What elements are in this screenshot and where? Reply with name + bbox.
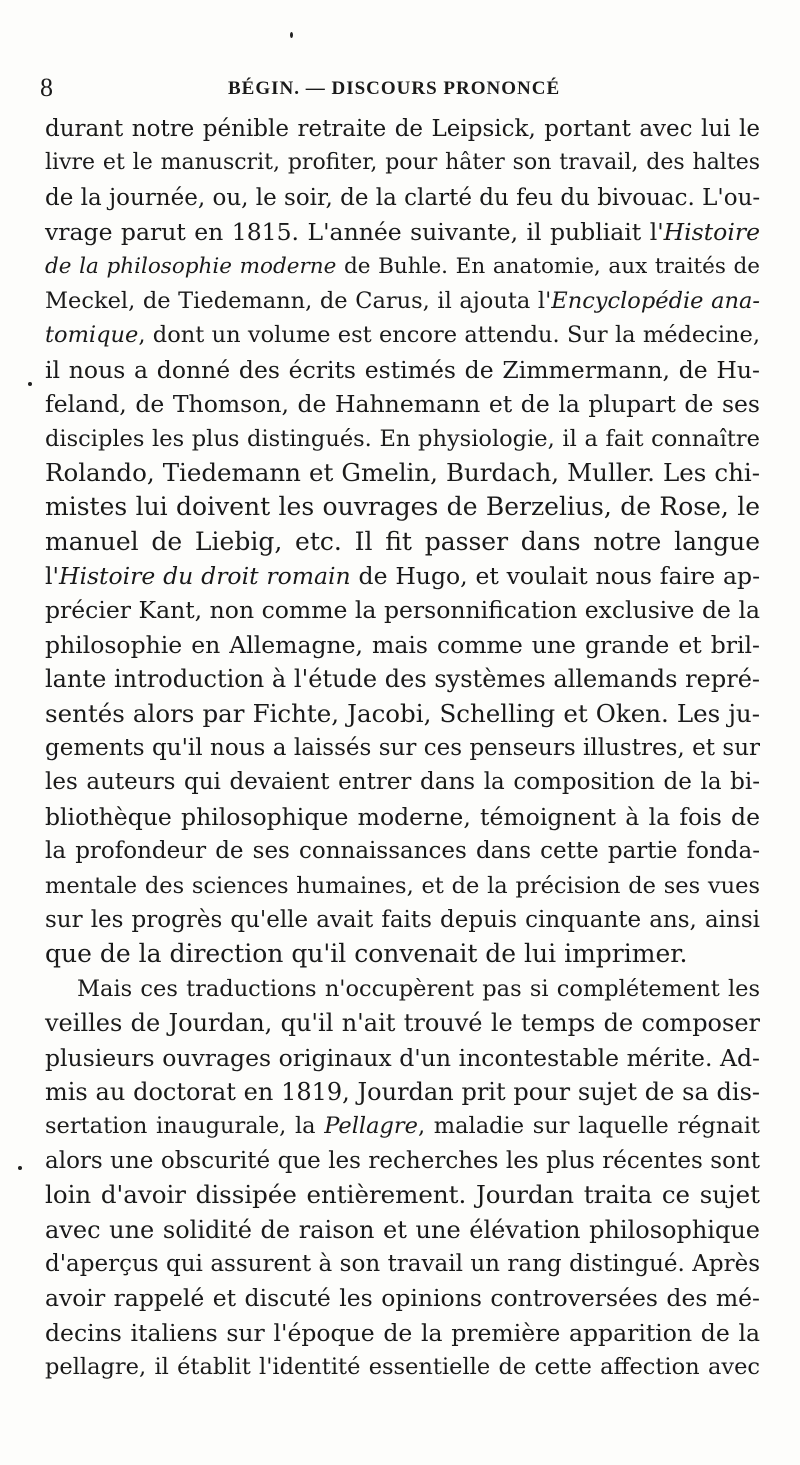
margin-speck	[28, 382, 32, 386]
text-line: mistes lui doivent les ouvrages de Berzelius, de Rose, le	[45, 492, 760, 522]
text-line: sentés alors par Fichte, Jacobi, Schelling et Oken. Les ju-	[45, 698, 760, 728]
text-line: philosophie en Allemagne, mais comme une grande et bril-	[45, 630, 760, 659]
italic-title: Histoire du droit romain	[58, 562, 351, 591]
text-line: mentale des sciences humaines, et de la précision de ses vues	[45, 872, 760, 899]
text-line: il nous a donné des écrits estimés de Zimmermann, de Hu-	[45, 355, 760, 384]
text-line: pellagre, il établit l'identité essentielle de cette affection avec	[45, 1354, 760, 1381]
running-head: BÉGIN. — DISCOURS PRONONCÉ	[228, 78, 561, 99]
margin-speck	[18, 1166, 22, 1170]
text-line: feland, de Thomson, de Hahnemann et de la plupart de ses	[45, 390, 760, 419]
text-line: veilles de Jourdan, qu'il n'ait trouvé le temps de composer	[45, 1009, 760, 1038]
text-line: livre et le manuscrit, profiter, pour hâter son travail, des haltes	[45, 150, 760, 176]
italic-title: de la philosophie moderne	[45, 253, 337, 279]
text-line: loin d'avoir dissipée entièrement. Jourdan traita ce sujet	[45, 1180, 760, 1210]
text-line: manuel de Liebig, etc. Il fit passer dans notre langue	[45, 526, 760, 556]
text-line: sertation inaugurale, la Pellagre, maladie sur laquelle régnait	[45, 1113, 760, 1140]
italic-title: tomique	[45, 322, 139, 349]
text-line: disciples les plus distingués. En physiologie, il a fait connaître	[45, 425, 760, 452]
text-line: gements qu'il nous a laissés sur ces penseurs illustres, et sur	[45, 735, 760, 762]
top-speck	[290, 32, 293, 38]
text-line: decins italiens sur l'époque de la première apparition de la	[45, 1318, 760, 1347]
text-line: précier Kant, non comme la personnification exclusive de la	[45, 596, 760, 625]
text-line: l'Histoire du droit romain de Hugo, et voulait nous faire ap-	[45, 562, 761, 591]
text-line: de la journée, ou, le soir, de la clarté du feu du bivouac. L'ou-	[45, 184, 761, 211]
text-line-paragraph-start: Mais ces traductions n'occupèrent pas si complétement les	[77, 975, 760, 1002]
text-line: les auteurs qui devaient entrer dans la composition de la bi-	[45, 769, 760, 796]
text-line: tomique, dont un volume est encore attendu. Sur la médecine,	[45, 322, 760, 349]
text-line: Meckel, de Tiedemann, de Carus, il ajouta l'Encyclopédie ana-	[45, 287, 761, 314]
page-header	[40, 72, 760, 108]
italic-title: Encyclopédie ana-	[551, 287, 761, 314]
text-line-paragraph-end: que de la direction qu'il convenait de lui imprimer.	[45, 939, 688, 969]
text-line: avec une solidité de raison et une élévation philosophique	[45, 1215, 760, 1244]
text-line: mis au doctorat en 1819, Jourdan prit pour sujet de sa dis-	[45, 1077, 760, 1106]
italic-title: Histoire	[663, 218, 760, 247]
text-line: avoir rappelé et discuté les opinions controversées des mé-	[45, 1284, 760, 1313]
text-line: lante introduction à l'étude des systèmes allemands repré-	[45, 665, 760, 694]
text-line: durant notre pénible retraite de Leipsick, portant avec lui le	[45, 116, 760, 142]
text-line: d'aperçus qui assurent à son travail un rang distingué. Après	[45, 1250, 760, 1277]
text-line: la profondeur de ses connaissances dans cette partie fonda-	[45, 838, 760, 865]
text-line: sur les progrès qu'elle avait faits depuis cinquante ans, ainsi	[45, 906, 760, 933]
text-line: de la philosophie moderne de Buhle. En anatomie, aux traités de	[45, 253, 760, 279]
page-number: 8	[40, 73, 53, 102]
text-line: Rolando, Tiedemann et Gmelin, Burdach, Muller. Les chi-	[45, 457, 760, 487]
text-line: plusieurs ouvrages originaux d'un incontestable mérite. Ad-	[45, 1043, 760, 1072]
text-line: bliothèque philosophique moderne, témoignent à la fois de	[45, 802, 760, 831]
body-text	[45, 112, 760, 1384]
text-line: vrage parut en 1815. L'année suivante, il publiait l'Histoire	[45, 218, 760, 247]
text-line: alors une obscurité que les recherches les plus récentes sont	[45, 1147, 760, 1174]
italic-title: Pellagre	[324, 1113, 418, 1140]
